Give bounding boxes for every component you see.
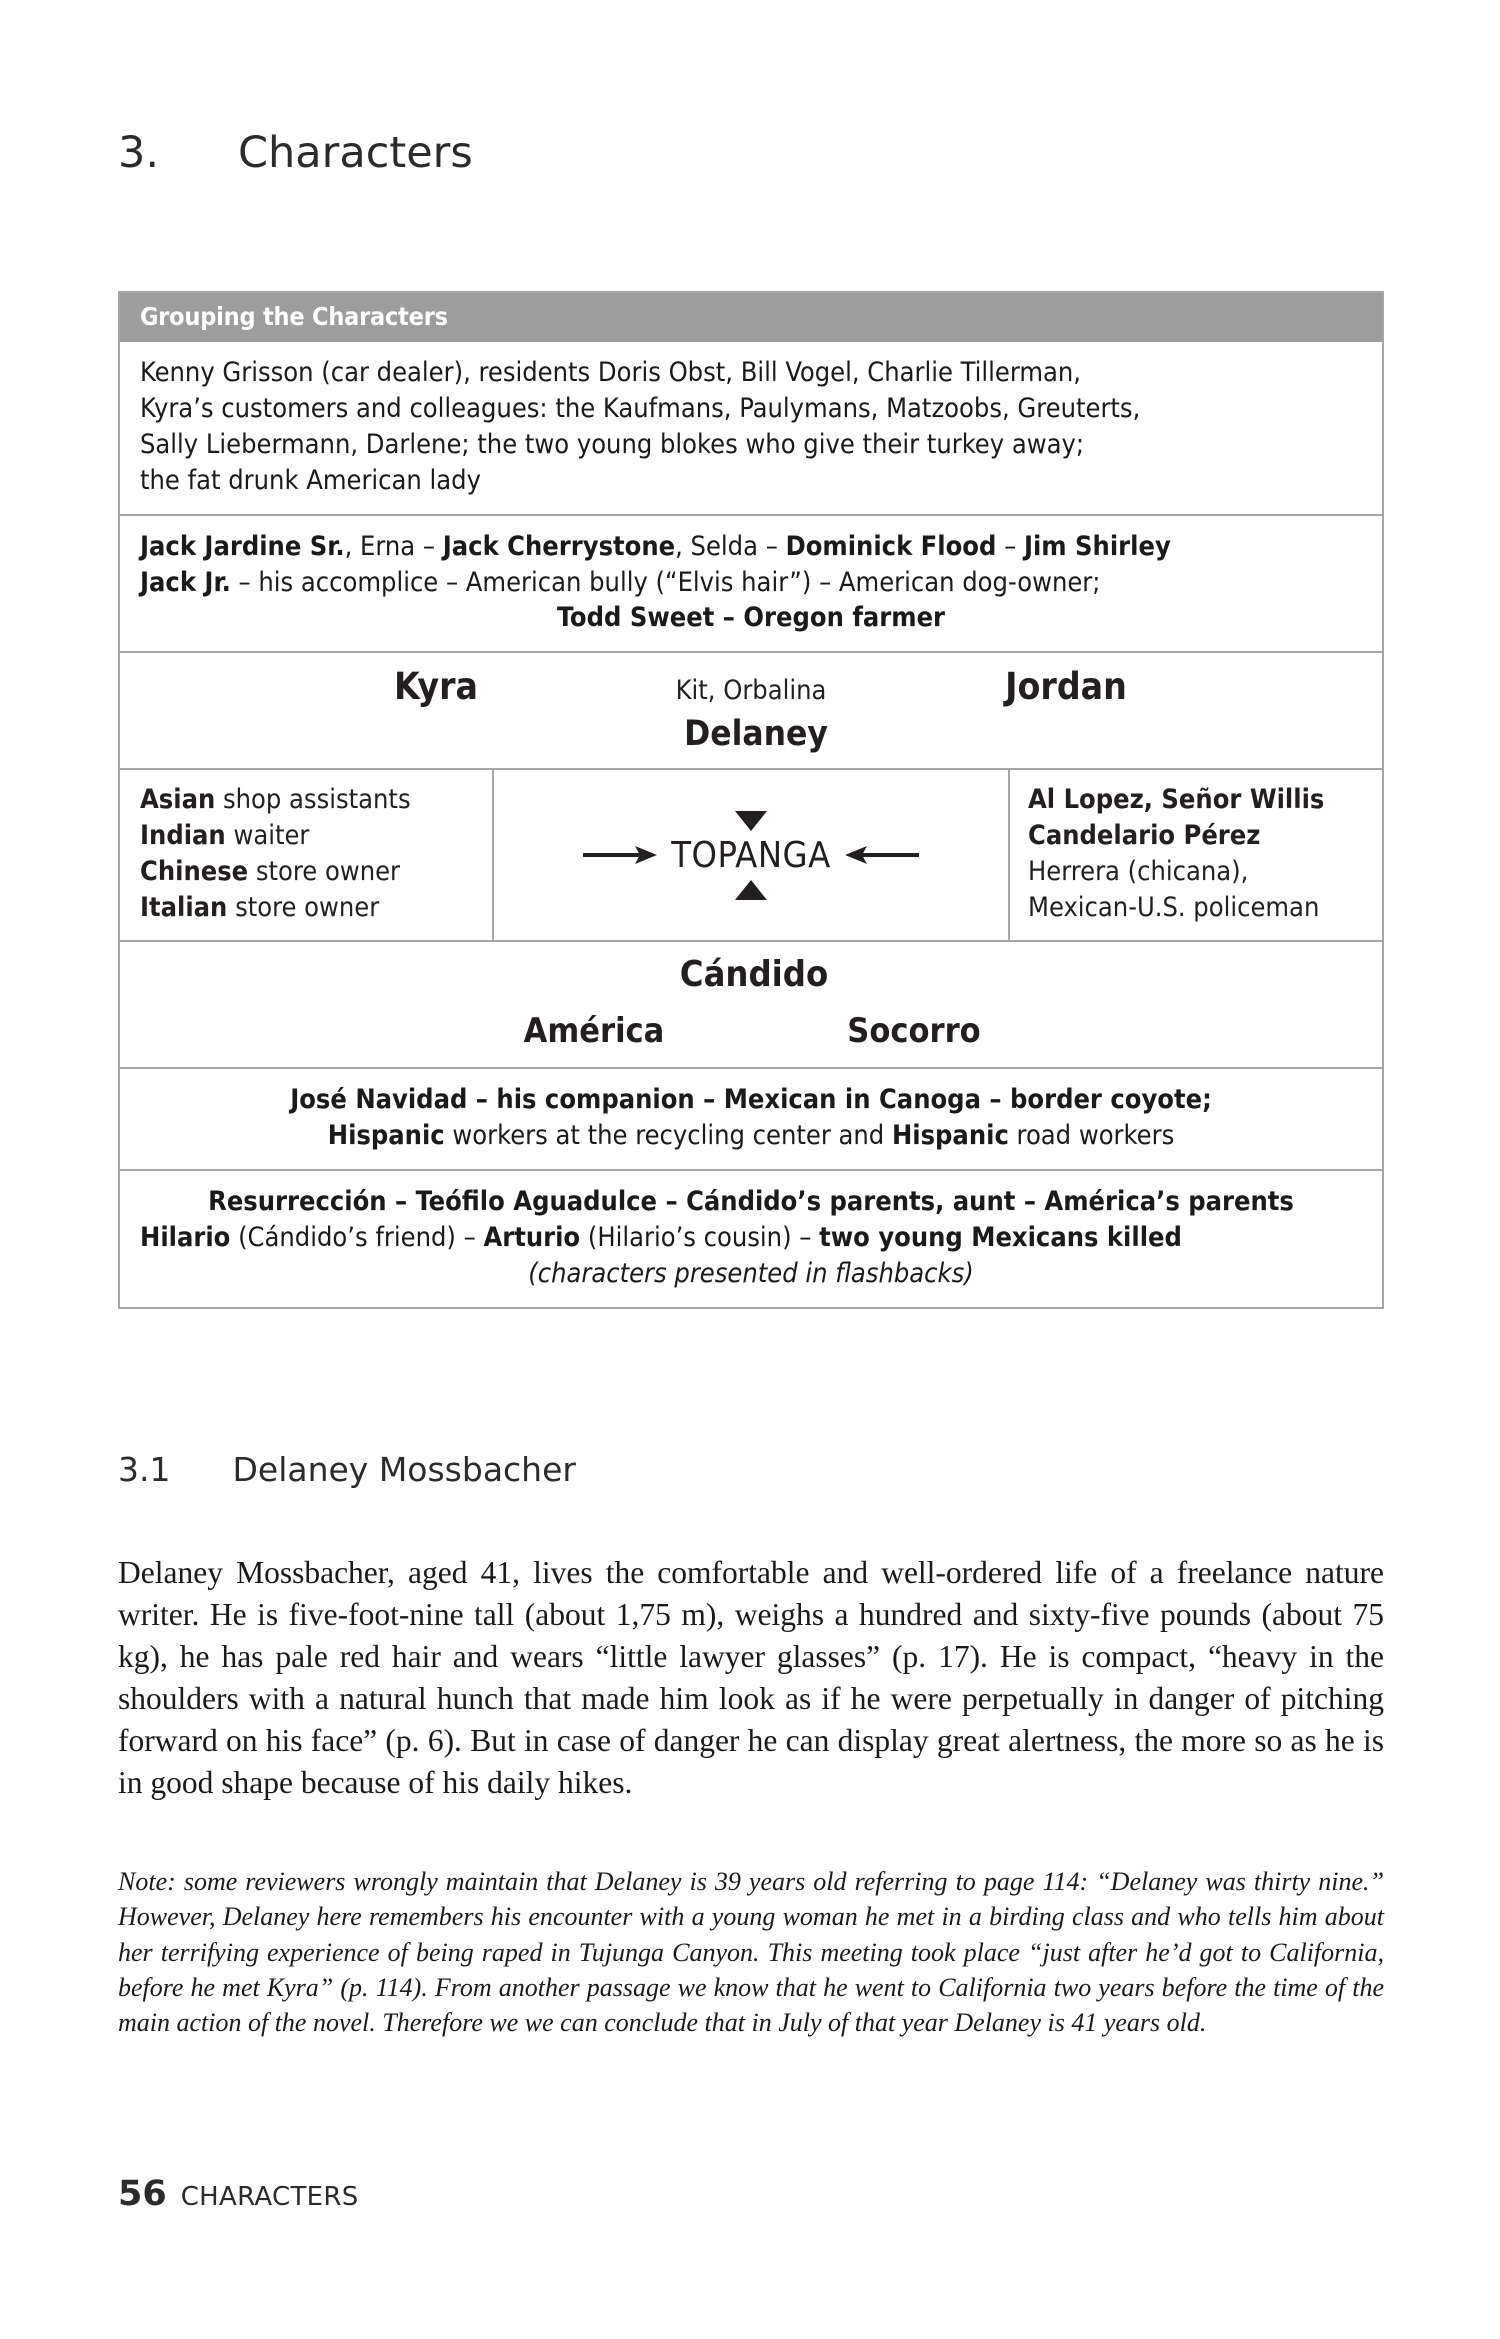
row-text: shop assistants — [215, 784, 411, 816]
arrow-left-icon — [843, 842, 921, 868]
footer-label: CHARACTERS — [180, 2182, 359, 2212]
chapter-heading — [118, 128, 473, 178]
row-line — [140, 529, 1362, 565]
row-text: waiter — [225, 820, 310, 852]
row-line — [140, 1184, 1362, 1220]
grouping-characters-table — [118, 291, 1384, 1309]
row-text: road workers — [1008, 1119, 1175, 1151]
row-text: workers at the recycling center and — [444, 1119, 892, 1151]
row-line — [140, 1220, 1362, 1256]
table-header: Grouping the Characters — [120, 293, 1382, 342]
table-row-kyra-jordan — [120, 651, 1382, 768]
name-hilario: Hilario — [140, 1221, 231, 1253]
name-candido: Cándido — [679, 953, 829, 995]
chapter-number: 3. — [118, 128, 160, 178]
list-item: Mexican-U.S. policeman — [1028, 892, 1320, 924]
page-footer — [118, 2174, 359, 2214]
list-item — [140, 854, 482, 890]
kyra-jordan-line — [140, 665, 1362, 708]
row-line — [140, 1118, 1362, 1154]
name-jose-navidad: José Navidad – his companion – Mexican in Canoga – border coyote; — [290, 1083, 1212, 1115]
label-indian: Indian — [140, 820, 226, 852]
row-line: Kyra’s customers and colleagues: the Kaufmans, Paulymans, Matzoobs, Greuterts, — [140, 392, 1141, 424]
row-line: Kenny Grisson (car dealer), residents Doris Obst, Bill Vogel, Charlie Tillerman, — [140, 357, 1082, 388]
table-row-jardine — [120, 514, 1382, 652]
table-row-topanga — [120, 768, 1382, 940]
table-row-candido — [120, 940, 1382, 1067]
row-text: , Erna – — [344, 530, 443, 562]
name-jack-cherrystone: Jack Cherrystone — [442, 530, 676, 562]
note-paragraph: Note: some reviewers wrongly maintain that Delaney is 39 years old referring to page 114: “Delaney was thirty nine.” However, Delaney here remembers his encounter with a young woman he met in a birding class and who tells him about her terrifying experience of being raped in Tujunga Canyon. This meeting took place “just after he’d got to California, before he met Kyra” (p. 114). From another passage we know that he went to California two years before the time of the main action of the novel. Therefore we we can conclude that in July of that year Delaney is 41 years old. — [118, 1867, 1384, 2038]
name-jim-shirley: Jim Shirley — [1023, 530, 1171, 562]
list-item — [140, 818, 482, 854]
list-item — [140, 890, 482, 926]
flashback-caption: (characters presented in flashbacks) — [528, 1257, 974, 1289]
list-item: Herrera (chicana), — [1028, 856, 1249, 888]
name-resurreccion-teofilo: Resurrección – Teófilo Aguadulce – Cándido’s parents, aunt – América’s parents — [208, 1185, 1294, 1217]
body-paragraph: Delaney Mossbacher, aged 41, lives the comfortable and well-ordered life of a freelance nature writer. He is five-foot-nine tall (about 1,75 m), weighs a hundred and sixty-five pounds (about 75 kg), he has pale red hair and wears “little lawyer glasses” (p. 17). He is compact, “heavy in the shoulders with a natural hunch that made him look as if he were perpetually in danger of pitching forward on his face” (p. 6). But in case of danger he can display great alertness, the more so as he is in good shape because of his daily hikes. — [118, 1554, 1384, 1800]
america-socorro-line — [140, 1011, 1362, 1051]
label-hispanic-road: Hispanic — [891, 1119, 1009, 1151]
name-america: América — [523, 1010, 665, 1051]
footer-page-number: 56 — [118, 2174, 167, 2214]
triangle-up-icon — [735, 880, 767, 900]
topanga-arrow-row — [498, 835, 1004, 876]
label-italian: Italian — [140, 892, 228, 924]
name-al-lopez-senor-willis: Al Lopez, Señor Willis — [1028, 784, 1325, 816]
name-todd-sweet: Todd Sweet – Oregon farmer — [556, 602, 946, 634]
row-text: , Selda – — [675, 530, 786, 562]
topanga-center-cell — [492, 770, 1010, 940]
name-kit-orbalina: Kit, Orbalina — [675, 675, 827, 707]
name-jack-jardine-sr: Jack Jardine Sr. — [140, 530, 345, 562]
row-line — [140, 1082, 1362, 1118]
name-arturio: Arturio — [483, 1221, 581, 1253]
section-title: Delaney Mossbacher — [232, 1450, 576, 1489]
topanga-label: TOPANGA — [671, 834, 831, 876]
row-line: the fat drunk American lady — [140, 464, 481, 496]
row-text: (Hilario’s cousin) – — [580, 1221, 820, 1253]
triangle-down-icon — [735, 811, 767, 831]
list-item — [1028, 818, 1372, 854]
table-row-americans — [120, 342, 1382, 514]
label-two-young-mexicans: two young Mexicans killed — [819, 1221, 1182, 1253]
name-dominick-flood: Dominick Flood — [785, 530, 997, 562]
label-hispanic-workers: Hispanic — [327, 1119, 445, 1151]
row-line — [140, 565, 1362, 601]
name-jordan: Jordan — [1005, 665, 1127, 709]
row-line: Sally Liebermann, Darlene; the two young blokes who give their turkey away; — [140, 428, 1085, 460]
name-socorro: Socorro — [847, 1010, 981, 1051]
row-text: – his accomplice – American bully (“Elvis hair”) – American dog-owner; — [230, 566, 1101, 598]
list-item — [140, 782, 482, 818]
name-jack-jr: Jack Jr. — [140, 566, 231, 598]
chapter-title: Characters — [238, 128, 473, 178]
label-asian: Asian — [140, 784, 216, 816]
section-number: 3.1 — [118, 1450, 171, 1489]
section-heading — [118, 1450, 576, 1489]
name-candelario-perez: Candelario Pérez — [1028, 820, 1261, 852]
list-item — [1028, 782, 1372, 818]
row-text: (Cándido’s friend) – — [230, 1221, 484, 1253]
label-chinese: Chinese — [140, 856, 249, 888]
topanga-right-column — [1010, 770, 1382, 940]
row-text: – — [996, 530, 1024, 562]
row-text: store owner — [248, 856, 401, 888]
row-line-todd-sweet — [140, 600, 1362, 636]
name-kyra: Kyra — [393, 665, 478, 709]
table-row-jose-navidad — [120, 1067, 1382, 1169]
arrow-right-icon — [581, 842, 659, 868]
table-row-flashbacks — [120, 1169, 1382, 1307]
name-delaney: Delaney — [684, 714, 828, 755]
topanga-left-column — [120, 770, 492, 940]
row-text: store owner — [227, 892, 380, 924]
